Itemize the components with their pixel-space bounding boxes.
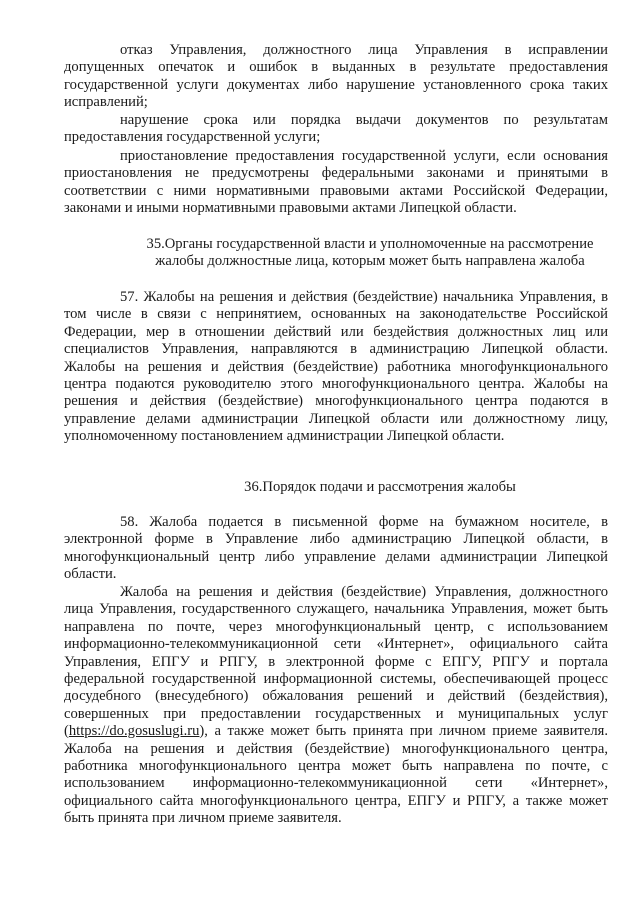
paragraph-58-complaint-channels [64,584,608,828]
paragraph-58-text-before-link: Жалоба на решения и действия (бездействие) Управления, должностного лица Управления, государственного служащего, начальника Управления, может быть направлена по почте, через многофункциональный центр, с использованием информационно-телекоммуникационной сети «Интернет», официального сайта Управления, ЕПГУ и РПГУ, в электронной форме с ЕПГУ, РПГУ и портала федеральной государственной информационной системы, обеспечивающей процесс досудебного (внесудебного) обжалования решений и действий (бездействия), совершенных при предоставлении государственных и муниципальных услуг ( [64,584,608,740]
section-36-heading: 36.Порядок подачи и рассмотрения жалобы [244,479,516,495]
paragraph-58: 58. Жалоба подается в письменной форме на бумажном носителе, в электронной форме в Управление либо администрацию Липецкой области, в многофункциональный центр либо управление делами администрации Липецкой области. [64,514,608,583]
section-35-heading-line2: жалобы должностные лица, которым может быть направлена жалоба [155,253,585,270]
paragraph-suspension: приостановление предоставления государственной услуги, если основания приостановления не предусмотрены федеральными законами и принятыми в соответствии с ними нормативными правовыми актами Российской Федерации, законами и иными нормативными правовыми актами Липецкой области. [64,148,608,217]
paragraph-58-text-after-link: ), а также может быть принята при личном приеме заявителя. Жалоба на решения и действия (бездействие) многофункционального центра, работника многофункционального центра может быть направлена по почте, с использованием информационно-телекоммуникационной сети «Интернет», официального сайта многофункционального центра, ЕПГУ и РПГУ, а также может быть принята при личном приеме заявителя. [64,723,608,827]
paragraph-deadline-violation: нарушение срока или порядка выдачи документов по результатам предоставления государственной услуги; [64,112,608,146]
gosuslugi-link[interactable]: https://do.gosuslugi.ru [68,723,200,740]
section-35-heading [130,236,610,271]
paragraph-57: 57. Жалобы на решения и действия (бездействие) начальника Управления, в том числе в связи с непринятием, основанных на законодательстве Российской Федерации, мер в отношении действий или бездействия должностных лиц или специалистов Управления, направляются в администрацию Липецкой области. Жалобы на решения и действия (бездействие) работника многофункционального центра подаются руководителю этого многофункционального центра. Жалобы на решения и действия (бездействие) многофункционального центра подаются в управление делами администрации Липецкой области или должностному лицу, уполномоченному постановлением администрации Липецкой области. [64,289,608,445]
section-35-heading-line1: 35.Органы государственной власти и уполномоченные на рассмотрение [146,236,594,252]
paragraph-refusal-correction: отказ Управления, должностного лица Управления в исправлении допущенных опечаток и ошибок в выданных в результате предоставления государственной услуги документах либо нарушение установленного срока таких исправлений; [64,42,608,111]
